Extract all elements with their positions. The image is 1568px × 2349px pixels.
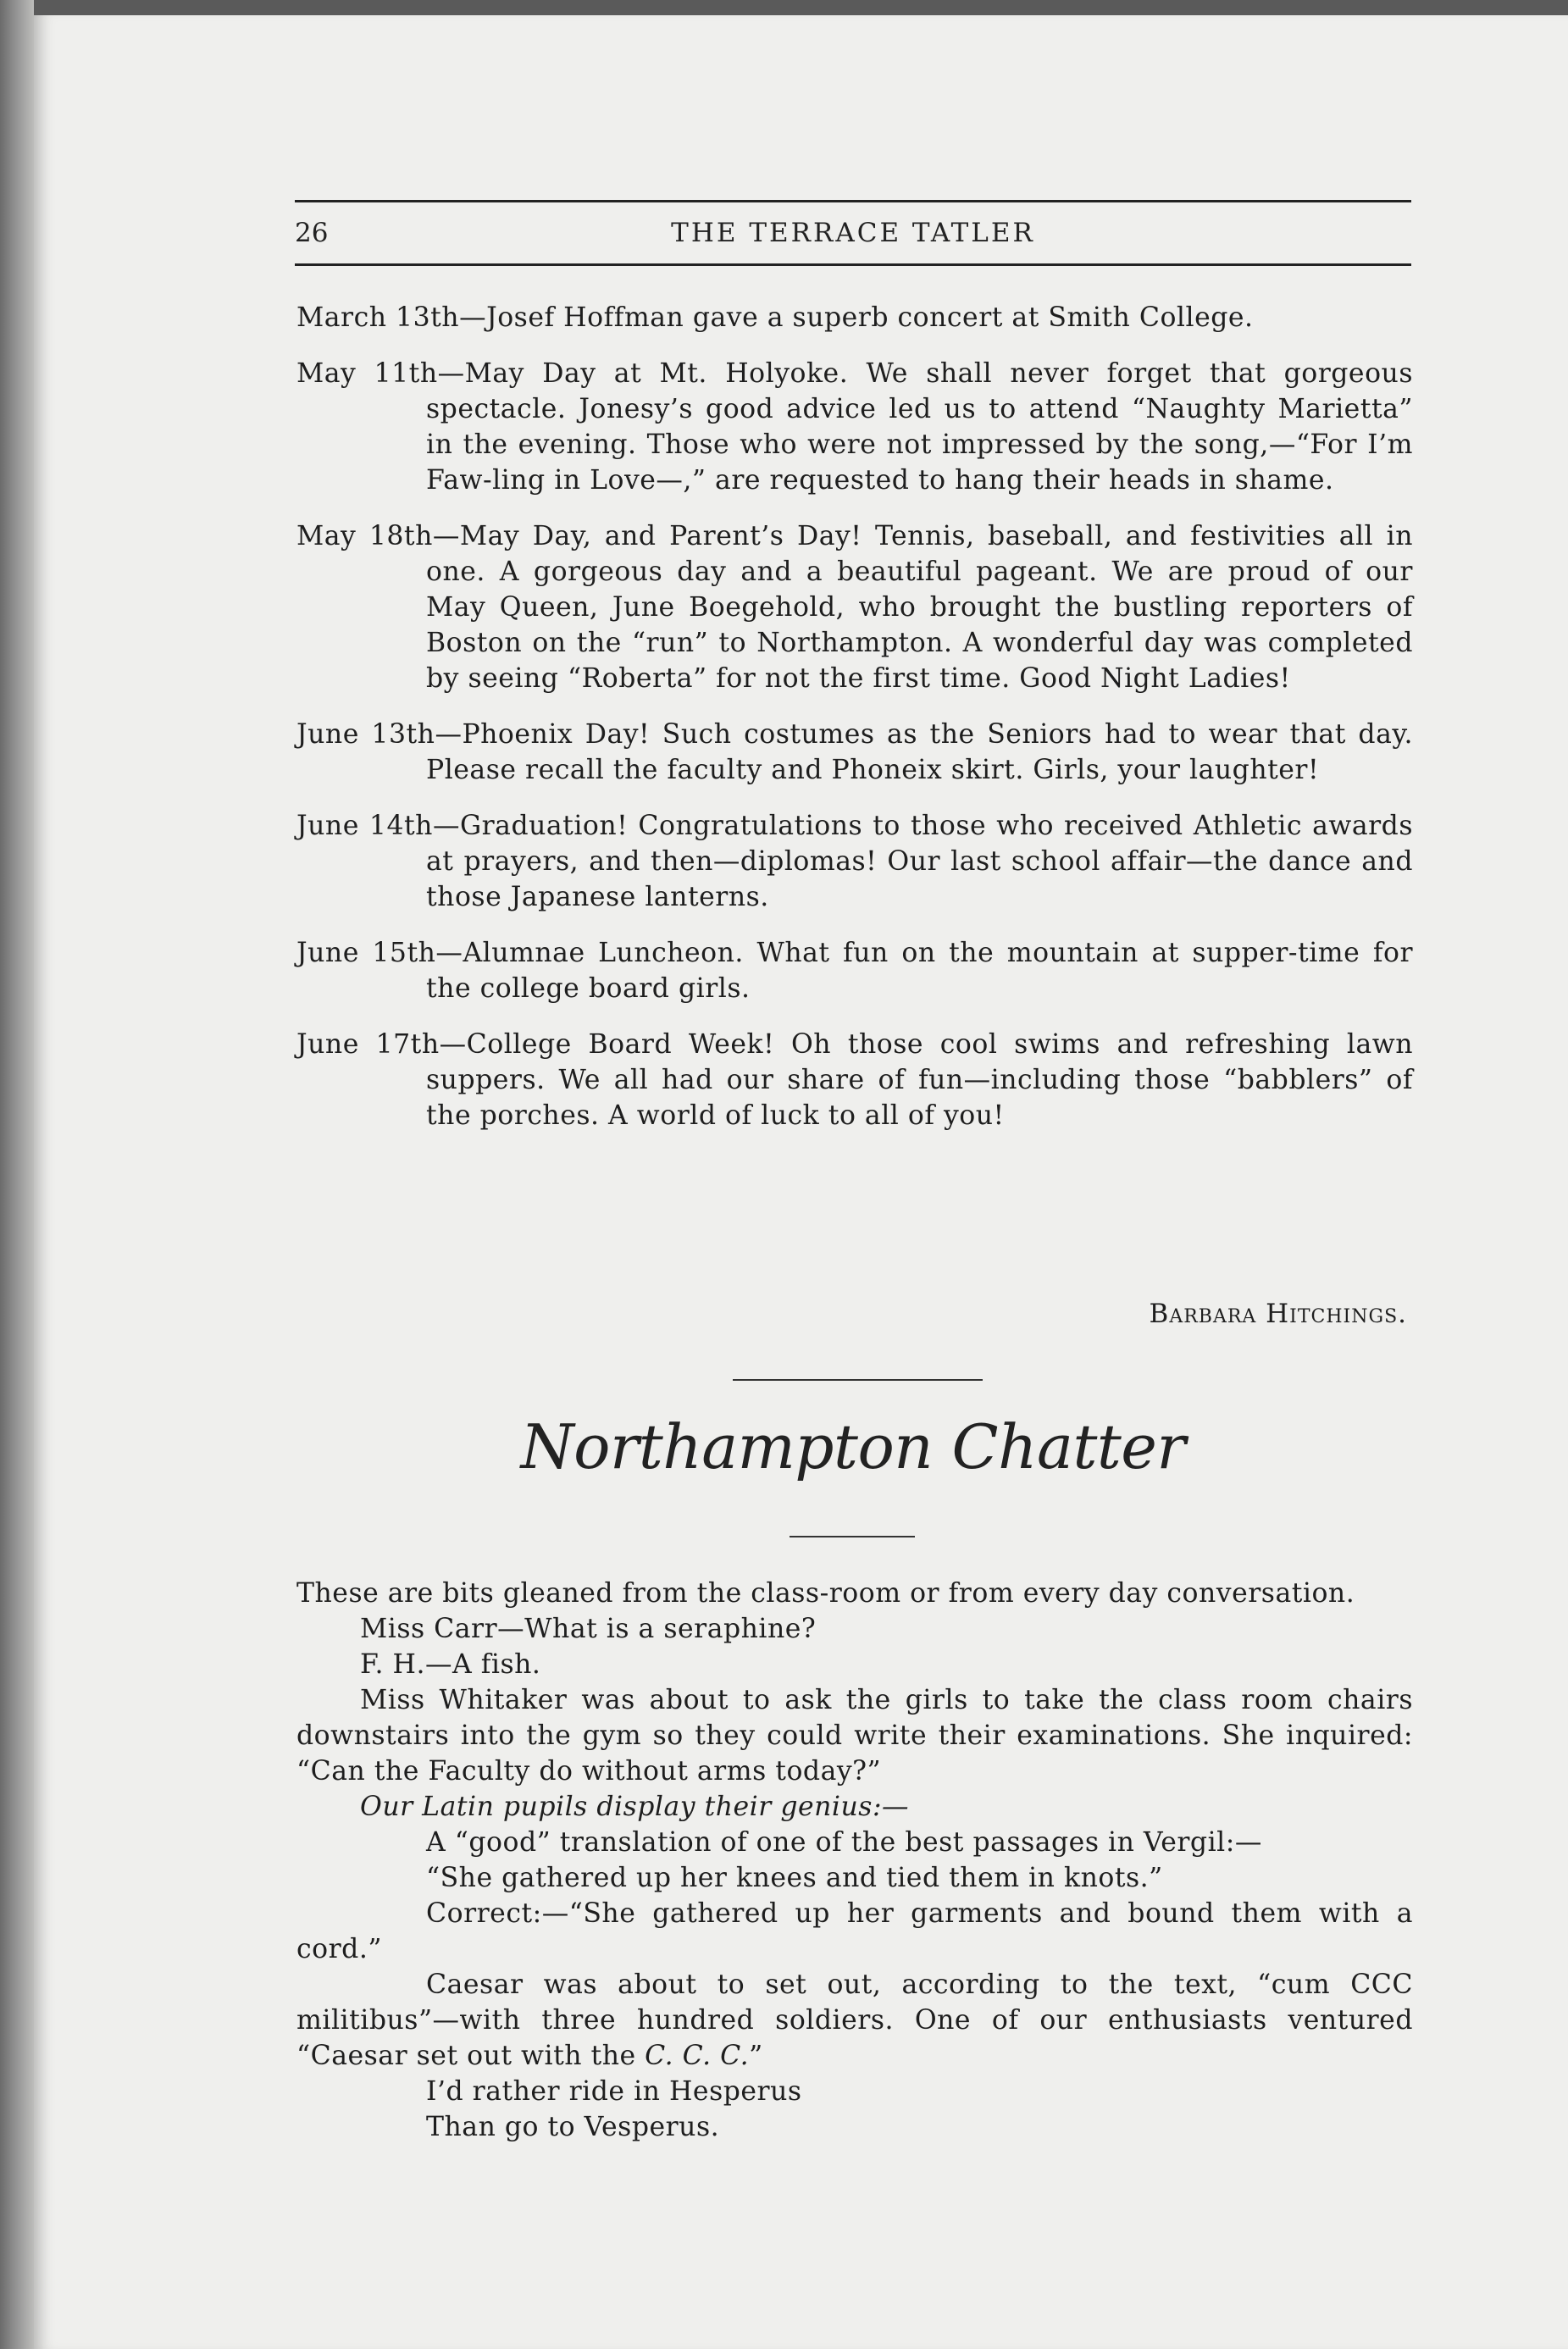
chatter-intro: These are bits gleaned from the class-room or from every day conversation. [296,1578,1355,1609]
entry-text: May Day, and Parent’s Day! Tennis, baseball, and festivities all in one. A gorgeous day and a beautiful pageant. We are proud of our May Queen, June Boegehold, who brought the bustling reporters of Boston on the “run” to Northampton. A wonderful day was completed by seeing “Roberta” for not the first time. Good Night Ladies! [426,521,1413,694]
chatter-paragraph [296,1967,1413,2074]
chatter-line: “She gathered up her knees and tied them in knots.” [426,1863,1163,1893]
running-title: THE TERRACE TATLER [671,218,1035,248]
chatter-subheading: Our Latin pupils display their genius:— [360,1792,910,1822]
entry-date: June 14th [296,811,433,841]
running-header [295,200,1411,266]
entry-text: Alumnae Luncheon. What fun on the mountain at supper-time for the college board girls. [426,938,1413,1004]
verse-line: I’d rather ride in Hesperus [426,2076,802,2107]
verse-line: Than go to Vesperus. [426,2112,720,2142]
caesar-text: Caesar was about to set out, according to the text, “cum CCC militibus”—with three hundred soldiers. One of our enthusiasts ventured “Caesar set out with the [296,1970,1413,2071]
entry-text: Graduation! Congratulations to those who received Athletic awards at prayers, and then—diplomas! Our last school affair—the dance and those Japanese lanterns. [426,811,1413,912]
title-underline [790,1536,915,1537]
diary-entry: June 17th—College Board Week! Oh those cool swims and refreshing lawn suppers. We all had our share of fun—including those “babblers” of the porches. A world of luck to all of you! [296,1029,1413,1131]
entry-date: March 13th [296,302,460,333]
section-divider [733,1379,983,1381]
chatter-body [296,1576,1413,2145]
entry-date: June 17th [296,1029,440,1060]
diary-entry: May 11th—May Day at Mt. Holyoke. We shall never forget that gorgeous spectacle. Jonesy’s good advice led us to attend “Naughty Marietta” in the evening. Those who were not impressed by the song,—“For I’m Faw-ling in Love—,” are requested to hang their heads in shame. [296,358,1413,496]
diary-entry: June 14th—Graduation! Congratulations to those who received Athletic awards at prayers, and then—diplomas! Our last school affair—the dance and those Japanese lanterns. [296,811,1413,912]
caesar-close: ” [749,2041,763,2071]
entry-date: May 18th [296,521,433,551]
diary-entry: March 13th—Josef Hoffman gave a superb concert at Smith College. [296,302,1254,333]
chatter-paragraph: Correct:—“She gathered up her garments and bound them with a cord.” [296,1898,1413,1964]
chatter-line: A “good” translation of one of the best passages in Vergil:— [426,1827,1262,1858]
entry-text: College Board Week! Oh those cool swims and refreshing lawn suppers. We all had our share of fun—including those “babblers” of the porches. A world of luck to all of you! [426,1029,1413,1131]
entry-date: June 13th [296,719,435,750]
page-number: 26 [295,218,329,248]
entry-text: Phoenix Day! Such costumes as the Seniors had to wear that day. Please recall the faculty and Phoneix skirt. Girls, your laughter! [426,719,1414,785]
diary-entries [296,300,1413,1154]
section-title: Northampton Chatter [520,1411,1186,1482]
entry-text: Josef Hoffman gave a superb concert at Smith College. [486,302,1254,333]
diary-entry: May 18th—May Day, and Parent’s Day! Tennis, baseball, and festivities all in one. A gorgeous day and a beautiful pageant. We are proud of our May Queen, June Boegehold, who brought the bustling reporters of Boston on the “run” to Northampton. A wonderful day was completed by seeing “Roberta” for not the first time. Good Night Ladies! [296,521,1413,694]
author-signature: Barbara Hitchings. [1149,1299,1407,1329]
book-spine-shadow [0,0,34,2349]
chatter-paragraph: Miss Whitaker was about to ask the girls to take the class room chairs downstairs into the gym so they could write their examinations. She inquired: “Can the Faculty do without arms today?” [296,1685,1413,1787]
chatter-question: Miss Carr—What is a seraphine? [360,1614,817,1644]
entry-date: May 11th [296,358,438,389]
entry-text: May Day at Mt. Holyoke. We shall never forget that gorgeous spectacle. Jonesy’s good advice led us to attend “Naughty Marietta” in the evening. Those who were not impressed by the song,—“For I’m Faw-ling in Love—,” are requested to hang their heads in shame. [426,358,1413,496]
caesar-italic: C. C. C. [645,2041,750,2071]
chatter-answer: F. H.—A fish. [360,1649,541,1680]
entry-date: June 15th [296,938,436,968]
diary-entry: June 15th—Alumnae Luncheon. What fun on the mountain at supper-time for the college board girls. [296,938,1413,1004]
page [34,15,1568,2349]
diary-entry: June 13th—Phoenix Day! Such costumes as the Seniors had to wear that day. Please recall the faculty and Phoneix skirt. Girls, your laughter! [296,719,1414,785]
